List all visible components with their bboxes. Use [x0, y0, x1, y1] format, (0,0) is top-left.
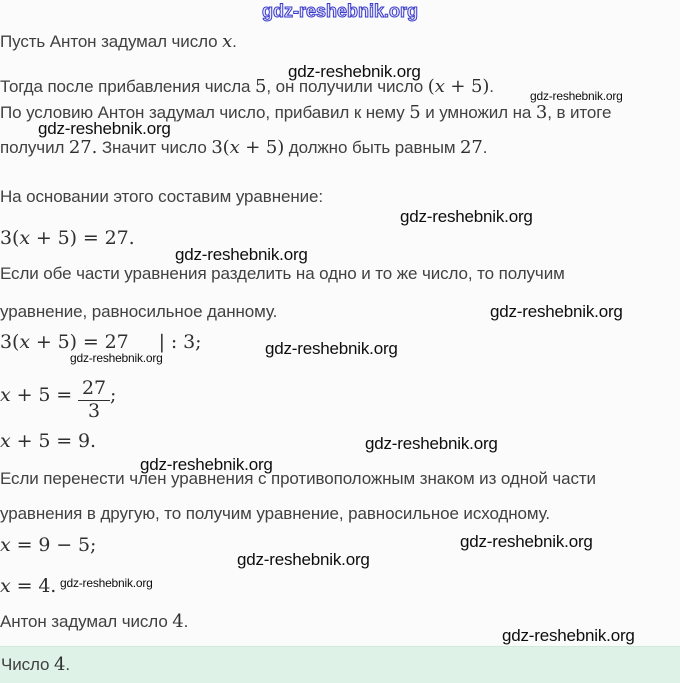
watermark: gdz-reshebnik.org — [175, 245, 308, 264]
text-segment: Число — [1, 655, 55, 674]
site-logo[interactable] — [0, 0, 680, 29]
solution-line-13 — [0, 503, 550, 524]
math-segment: x — [0, 575, 11, 597]
text-segment: уравнения в другую, то получим уравнение, равносильное исходному. — [0, 504, 550, 523]
watermark: gdz-reshebnik.org — [490, 302, 623, 321]
watermark: gdz-reshebnik.org — [502, 626, 635, 645]
text-segment: и умножил на — [420, 103, 536, 122]
math-segment: + 5) — [444, 76, 490, 97]
solution-line-16 — [0, 611, 188, 632]
math-segment: | : 3; — [158, 331, 202, 353]
text-segment: Значит число — [97, 138, 212, 157]
text-segment: . — [65, 655, 70, 674]
math-segment: x — [222, 31, 233, 52]
math-segment: 3 — [535, 102, 548, 123]
watermark: gdz-reshebnik.org — [60, 576, 153, 590]
text-segment: Если перенести член уравнения с противоположным знаком из одной части — [0, 469, 596, 488]
text-segment: Если обе части уравнения разделить на одно и то же число, то получим — [0, 264, 565, 283]
watermark: gdz-reshebnik.org — [265, 339, 398, 358]
text-segment: На основании этого составим уравнение: — [0, 187, 323, 206]
watermark: gdz-reshebnik.org — [288, 62, 421, 81]
text-segment: уравнение, равносильное данному. — [0, 302, 278, 321]
equation-x5-9 — [0, 431, 96, 452]
watermark: gdz-reshebnik.org — [530, 89, 623, 103]
equation-x-4 — [0, 576, 56, 597]
math-segment: + 5) — [239, 137, 285, 158]
text-segment: . — [183, 612, 189, 631]
watermark: gdz-reshebnik.org — [38, 119, 171, 138]
text-segment: получил — [0, 138, 69, 157]
math-segment: = 9 − 5; — [10, 534, 97, 556]
math-segment: 3( — [0, 331, 20, 353]
math-segment: 27. — [68, 137, 98, 158]
watermark: gdz-reshebnik.org — [140, 455, 273, 474]
text-segment: , он получили число — [266, 77, 428, 96]
math-segment: x — [19, 227, 30, 249]
equation-divide-by-3 — [0, 332, 201, 353]
math-segment: x — [0, 430, 11, 452]
solution-line-2 — [0, 76, 494, 97]
watermark: gdz-reshebnik.org — [365, 434, 498, 453]
math-segment: x — [0, 534, 11, 556]
answer-highlight-bar — [0, 646, 680, 683]
math-segment: x — [229, 137, 240, 158]
math-segment: 27 — [460, 137, 483, 158]
math-segment: x — [434, 76, 445, 97]
watermark: gdz-reshebnik.org — [400, 207, 533, 226]
watermark: gdz-reshebnik.org — [460, 532, 593, 551]
math-segment: 3( — [0, 227, 20, 249]
math-segment: ; — [110, 383, 117, 406]
math-segment: 5 — [255, 76, 267, 97]
equation-3x5-27 — [0, 228, 135, 249]
fraction-denominator: 3 — [88, 399, 100, 422]
text-segment: Тогда после прибавления числа — [0, 77, 256, 96]
site-logo-svg — [230, 0, 450, 24]
math-segment: + 5) = 27 — [29, 331, 129, 353]
solution-line-12 — [0, 468, 596, 489]
answer-text — [1, 654, 70, 675]
text-segment: Антон задумал число — [0, 612, 173, 631]
math-segment: x — [19, 331, 30, 353]
math-segment: x — [0, 383, 11, 406]
text-segment: , в итоге — [547, 103, 612, 122]
solution-line-4 — [0, 137, 487, 158]
text-segment: . — [232, 32, 237, 51]
watermark: gdz-reshebnik.org — [237, 550, 370, 569]
text-segment: должно быть равным — [284, 138, 461, 157]
solution-line-1 — [0, 31, 237, 52]
math-segment: + 5) = 27. — [29, 227, 135, 249]
text-segment: Пусть Антон задумал число — [0, 32, 223, 51]
equation-x-9-5 — [0, 535, 96, 556]
math-segment: 3( — [211, 137, 230, 158]
math-segment: + 5 = 9. — [10, 430, 96, 452]
solution-line-8 — [0, 301, 277, 322]
math-segment: 4 — [172, 611, 184, 632]
math-segment: 4 — [54, 654, 66, 675]
fraction-numerator: 27 — [78, 379, 110, 401]
watermark: gdz-reshebnik.org — [70, 351, 163, 365]
equation-fraction — [0, 379, 116, 422]
text-segment: . — [482, 138, 488, 157]
text-segment: . — [489, 77, 494, 96]
fraction — [78, 379, 110, 422]
math-segment: + 5 = — [10, 383, 79, 406]
site-logo-text: gdz-reshebnik.org — [261, 1, 419, 21]
math-segment: 5 — [409, 102, 421, 123]
solution-line-7 — [0, 263, 565, 284]
math-segment: = 4. — [10, 575, 57, 597]
solution-line-5 — [0, 186, 323, 207]
math-segment: ( — [427, 76, 435, 97]
text-segment: По условию Антон задумал число, прибавил к нему — [0, 103, 410, 122]
